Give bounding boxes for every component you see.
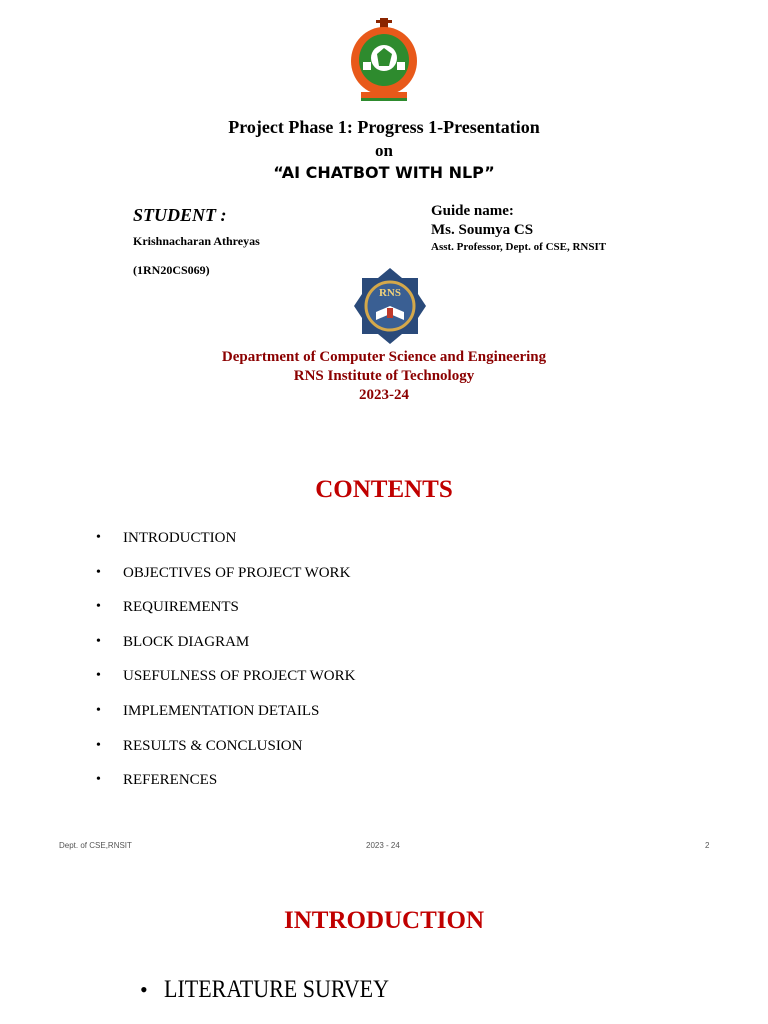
guide-name: Ms. Soumya CS [431, 222, 534, 238]
contents-item [96, 738, 355, 773]
bullet: • [96, 702, 101, 718]
bullet: • [96, 737, 101, 753]
contents-item [96, 668, 355, 703]
contents-item-label: REFERENCES [123, 772, 218, 789]
university-emblem-logo [349, 18, 419, 102]
presentation-title-connector: on [375, 141, 393, 160]
bullet: • [96, 564, 101, 580]
contents-title: CONTENTS [315, 476, 453, 503]
bullet: • [140, 977, 148, 1002]
contents-item-label: INTRODUCTION [123, 530, 237, 546]
contents-item-label: OBJECTIVES OF PROJECT WORK [123, 564, 351, 581]
contents-item [96, 530, 355, 565]
guide-designation: Asst. Professor, Dept. of CSE, RNSIT [431, 241, 607, 253]
logo-rns-text: RNS [378, 287, 402, 299]
rns-institute-logo [352, 266, 428, 346]
introduction-title: INTRODUCTION [283, 907, 485, 934]
bullet: • [96, 633, 101, 649]
contents-item-label: USEFULNESS OF PROJECT WORK [123, 668, 356, 685]
footer-page-number: 2 [705, 841, 710, 850]
contents-item [96, 565, 355, 600]
contents-list [96, 530, 355, 807]
footer-department: Dept. of CSE,RNSIT [59, 841, 132, 850]
contents-item-label: RESULTS & CONCLUSION [123, 737, 303, 754]
introduction-item-label: LITERATURE SURVEY [164, 976, 389, 1003]
introduction-item [140, 976, 420, 1004]
contents-item-label: BLOCK DIAGRAM [123, 633, 250, 650]
student-usn: (1RN20CS069) [133, 263, 210, 277]
contents-item [96, 703, 355, 738]
academic-year: 2023-24 [359, 387, 409, 403]
bullet: • [96, 530, 101, 545]
bullet: • [96, 668, 101, 684]
department-name: Department of Computer Science and Engineering [221, 349, 547, 365]
bullet: • [96, 599, 101, 615]
project-title: “AI CHATBOT WITH NLP” [273, 163, 495, 182]
institute-name: RNS Institute of Technology [293, 368, 475, 384]
contents-item [96, 634, 355, 669]
contents-item-label: REQUIREMENTS [123, 599, 239, 616]
student-name: Krishnacharan Athreyas [133, 234, 260, 248]
guide-heading: Guide name: [431, 203, 514, 219]
footer-year: 2023 - 24 [366, 841, 400, 850]
contents-item-label: IMPLEMENTATION DETAILS [123, 702, 320, 719]
bullet: • [96, 772, 101, 788]
presentation-title: Project Phase 1: Progress 1-Presentation [228, 117, 540, 137]
contents-item [96, 599, 355, 634]
student-heading: STUDENT : [133, 205, 227, 225]
contents-item [96, 772, 355, 807]
